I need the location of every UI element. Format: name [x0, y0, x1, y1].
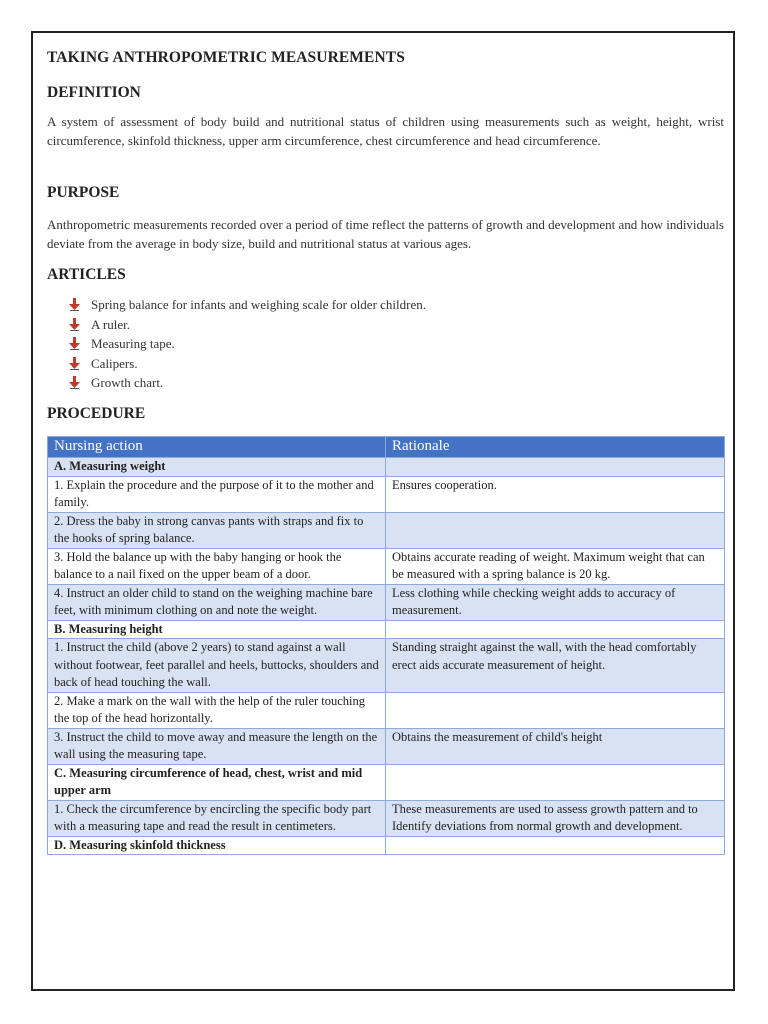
- definition-heading: DEFINITION: [47, 84, 141, 101]
- rationale-cell: Obtains the measurement of child's height: [386, 728, 725, 764]
- table-row: [48, 800, 725, 836]
- list-item: [69, 315, 426, 335]
- purpose-text: Anthropometric measurements recorded over a period of time reflect the patterns of growth and development and how individuals deviate from the average in body size, build and nutritional status at various ages.: [47, 217, 724, 251]
- table-row: [48, 639, 725, 693]
- articles-heading: ARTICLES: [47, 266, 126, 283]
- rationale-cell: [386, 512, 725, 548]
- table-row: [48, 728, 725, 764]
- arrow-down-bullet-icon: [69, 298, 80, 311]
- section-label: D. Measuring skinfold thickness: [48, 836, 386, 855]
- rationale-cell: [386, 836, 725, 855]
- action-cell: 1. Explain the procedure and the purpose of it to the mother and family.: [48, 476, 386, 512]
- action-cell: 3. Hold the balance up with the baby hanging or hook the balance to a nail fixed on the upper beam of a door.: [48, 548, 386, 584]
- article-item-label: A ruler.: [91, 316, 130, 332]
- article-item-label: Measuring tape.: [91, 336, 175, 351]
- list-item: [69, 334, 426, 354]
- list-item: [69, 354, 426, 374]
- table-row: [48, 764, 725, 800]
- arrow-down-bullet-icon: [69, 376, 80, 389]
- table-row: [48, 620, 725, 639]
- column-header-rationale: Rationale: [386, 437, 725, 458]
- section-label: B. Measuring height: [48, 620, 386, 639]
- table-row: [48, 836, 725, 855]
- procedure-heading: PROCEDURE: [47, 405, 146, 422]
- action-cell: 2. Make a mark on the wall with the help of the ruler touching the top of the head horizontally.: [48, 692, 386, 728]
- column-header-nursing-action: Nursing action: [48, 437, 386, 458]
- document-title: TAKING ANTHROPOMETRIC MEASUREMENTS: [47, 49, 405, 66]
- article-item-label: Spring balance for infants and weighing scale for older children.: [91, 297, 426, 312]
- action-cell: 3. Instruct the child to move away and measure the length on the wall using the measuring tape.: [48, 728, 386, 764]
- rationale-cell: [386, 692, 725, 728]
- list-item: [69, 373, 426, 393]
- arrow-down-bullet-icon: [69, 357, 80, 370]
- arrow-down-bullet-icon: [69, 318, 80, 331]
- purpose-heading: PURPOSE: [47, 184, 120, 201]
- table-row: [48, 548, 725, 584]
- document-page: [31, 31, 735, 991]
- article-item-label: Growth chart.: [91, 375, 164, 390]
- table-row: [48, 692, 725, 728]
- article-item-label: Calipers.: [91, 355, 138, 371]
- action-cell: 1. Instruct the child (above 2 years) to stand against a wall without footwear, feet parallel and heels, buttocks, shoulders and back of head touching the wall.: [48, 639, 386, 693]
- table-row: [48, 584, 725, 620]
- procedure-table: [47, 436, 725, 855]
- rationale-cell: Ensures cooperation.: [386, 476, 725, 512]
- action-cell: 1. Check the circumference by encircling the specific body part with a measuring tape and read the result in centimeters.: [48, 800, 386, 836]
- section-label: A. Measuring weight: [48, 458, 386, 477]
- rationale-cell: [386, 620, 725, 639]
- action-cell: 4. Instruct an older child to stand on the weighing machine bare feet, with minimum clothing on and note the weight.: [48, 584, 386, 620]
- rationale-cell: Standing straight against the wall, with the head comfortably erect aids accurate measurement of height.: [386, 639, 725, 693]
- rationale-cell: Obtains accurate reading of weight. Maximum weight that can be measured with a spring balance is 20 kg.: [386, 548, 725, 584]
- table-row: [48, 458, 725, 477]
- table-row: [48, 476, 725, 512]
- definition-text: A system of assessment of body build and nutritional status of children using measurements such as weight, height, wrist circumference, skinfold thickness, upper arm circumference, chest circumference and head circumference.: [47, 114, 724, 148]
- arrow-down-bullet-icon: [69, 337, 80, 350]
- rationale-cell: Less clothing while checking weight adds to accuracy of measurement.: [386, 584, 725, 620]
- table-row: [48, 512, 725, 548]
- section-label: C. Measuring circumference of head, chest, wrist and mid upper arm: [48, 764, 386, 800]
- action-cell: 2. Dress the baby in strong canvas pants with straps and fix to the hooks of spring balance.: [48, 512, 386, 548]
- rationale-cell: These measurements are used to assess growth pattern and to Identify deviations from normal growth and development.: [386, 800, 725, 836]
- rationale-cell: [386, 764, 725, 800]
- table-header-row: [48, 437, 725, 458]
- rationale-cell: [386, 458, 725, 477]
- list-item: [69, 295, 426, 315]
- articles-list: [69, 295, 426, 393]
